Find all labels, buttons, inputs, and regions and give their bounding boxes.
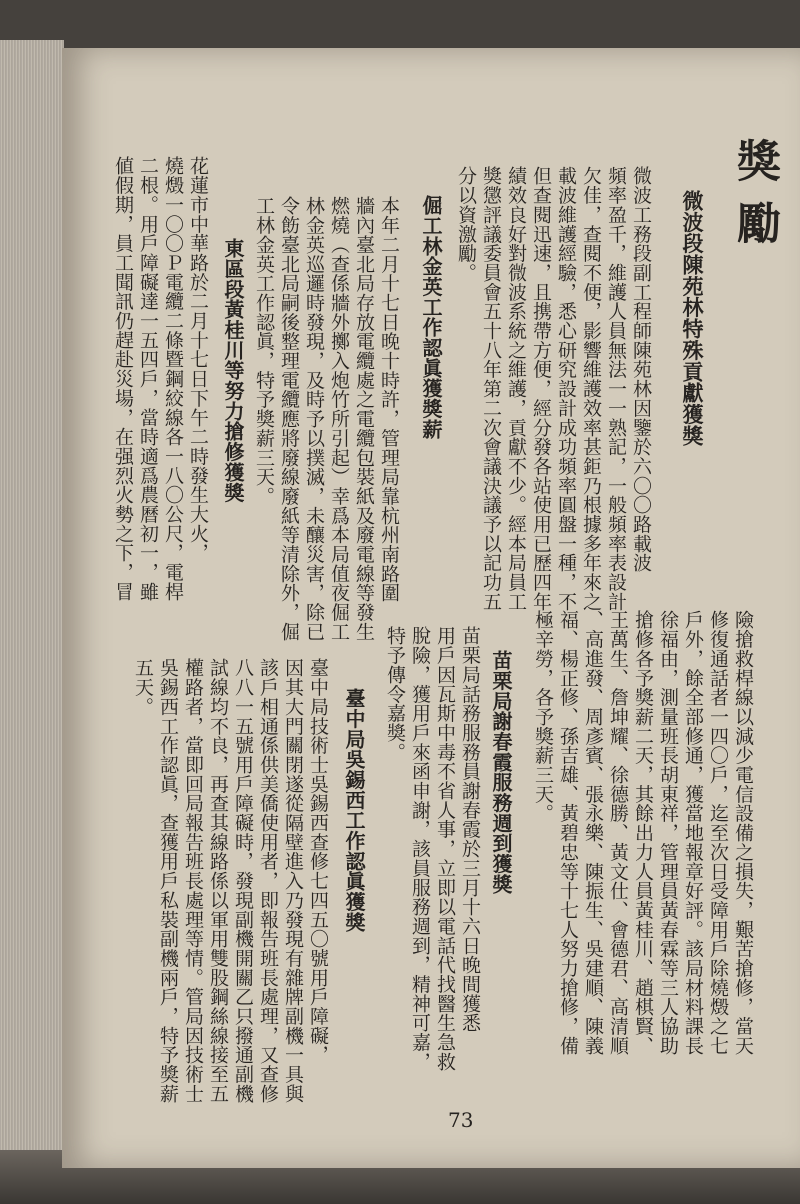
section5-heading: 臺中局吳錫西工作認眞獲獎 <box>342 688 366 933</box>
page-title: 獎勵 <box>729 138 780 262</box>
section1-body: 微波工務段副工程師陳苑林因鑒於六〇〇路載波 頻率盈千，維護人員無法一一熟記，一般頻率表設計 欠佳，查閱不便，影響維護效率甚鉅乃根據多年來之 載波維護經驗，悉心研究設計成功頻率圓盤一種，不 但查閱迅速，且携帶方便，經分發各站使用已歷四年 績效良好對微波系統之維護，貢獻不少。經本局員工 獎懲評議委員會五十八年第二次會議決議予以記功五 分以資激勵。 <box>455 166 652 612</box>
book-page-edges <box>0 40 64 1180</box>
section3-heading: 東區段黃桂川等努力搶修獲獎 <box>221 238 245 503</box>
section2-heading: 倔工林金英工作認眞獲獎薪 <box>419 195 443 440</box>
book-page <box>62 48 800 1168</box>
page-number: 73 <box>448 1108 474 1132</box>
section2-body: 本年二月十七日晚十時許，管理局靠杭州南路圍 牆內臺北局存放電纜處之電纜包裝紙及廢電線等發生 燃燒（查係牆外擲入炮竹所引起）幸爲本局值夜倔工 林金英巡邏時發現，及時予以撲滅，未釀災害，除已 令飭臺北局嗣後整理電纜應將廢線廢紙等清除外，倔 工林金英工作認眞，特予獎薪三天。 <box>253 196 400 642</box>
section3-continued-body: 險搶救桿線以減少電信設備之損失，艱苦搶修，當天 修復通話者一四〇戶，迄至次日受障用戶除燒燬之七 戶外，餘全部修通，獲當地報章好評。該局材料課長 徐福由，測量班長胡東祥，管理員黃春霖等三人協助 搶修各予獎薪二天，其餘出力人員黃桂川、趙棋賢、 王萬生、詹坤耀、徐德勝、黃文仕、會德君、高清順 、高進發、周彥賓、張永樂、陳振生、吳建順、陳義 福、楊正修、孫吉雄、黃碧忠等十七人努力搶修，備 極辛勞，各予獎薪三天。 <box>532 610 754 1056</box>
section3-body: 花蓮市中華路於二月十七日下午二時發生大火， 燒燬一〇〇Ｐ電纜二條暨鋼絞線各一八〇公尺，電桿 二根。用戶障礙達一五四戶，當時適爲農曆初一，雖 値假期，員工聞訊仍趕赴災場，在强烈火勢之下，冒 <box>112 156 209 602</box>
section4-heading: 苗栗局謝春霞服務週到獲獎 <box>489 650 513 895</box>
section5-body: 臺中局技術士吳錫西查修七四五〇號用戶障礙， 因其大門關閉遂從隔壁進入乃發現有雜牌副機一具與 該戶相通係供美僑使用者，即報告班長處理，又查修 八八一五號用戶障礙時，發現副機開關乙只撥通副機 試線均不良，再查其線路係以軍用雙股鋼絲線接至五 權路者，當即回局報告班長處理等情。管局因技術士 吳錫西工作認眞，查獲用戶私裝副機兩戶，特予獎薪 五天。 <box>132 658 329 1104</box>
section1-heading: 微波段陳苑林特殊貢獻獲獎 <box>680 190 705 447</box>
section4-body: 苗栗局話務服務員謝春霞於三月十六日晚間獲悉 用戶因瓦斯中毒不省人事，立即以電話代找醫生急救 脫險，獲用戶來函申謝，該員服務週到，精神可嘉， 特予傳令嘉獎。 <box>384 626 481 1072</box>
